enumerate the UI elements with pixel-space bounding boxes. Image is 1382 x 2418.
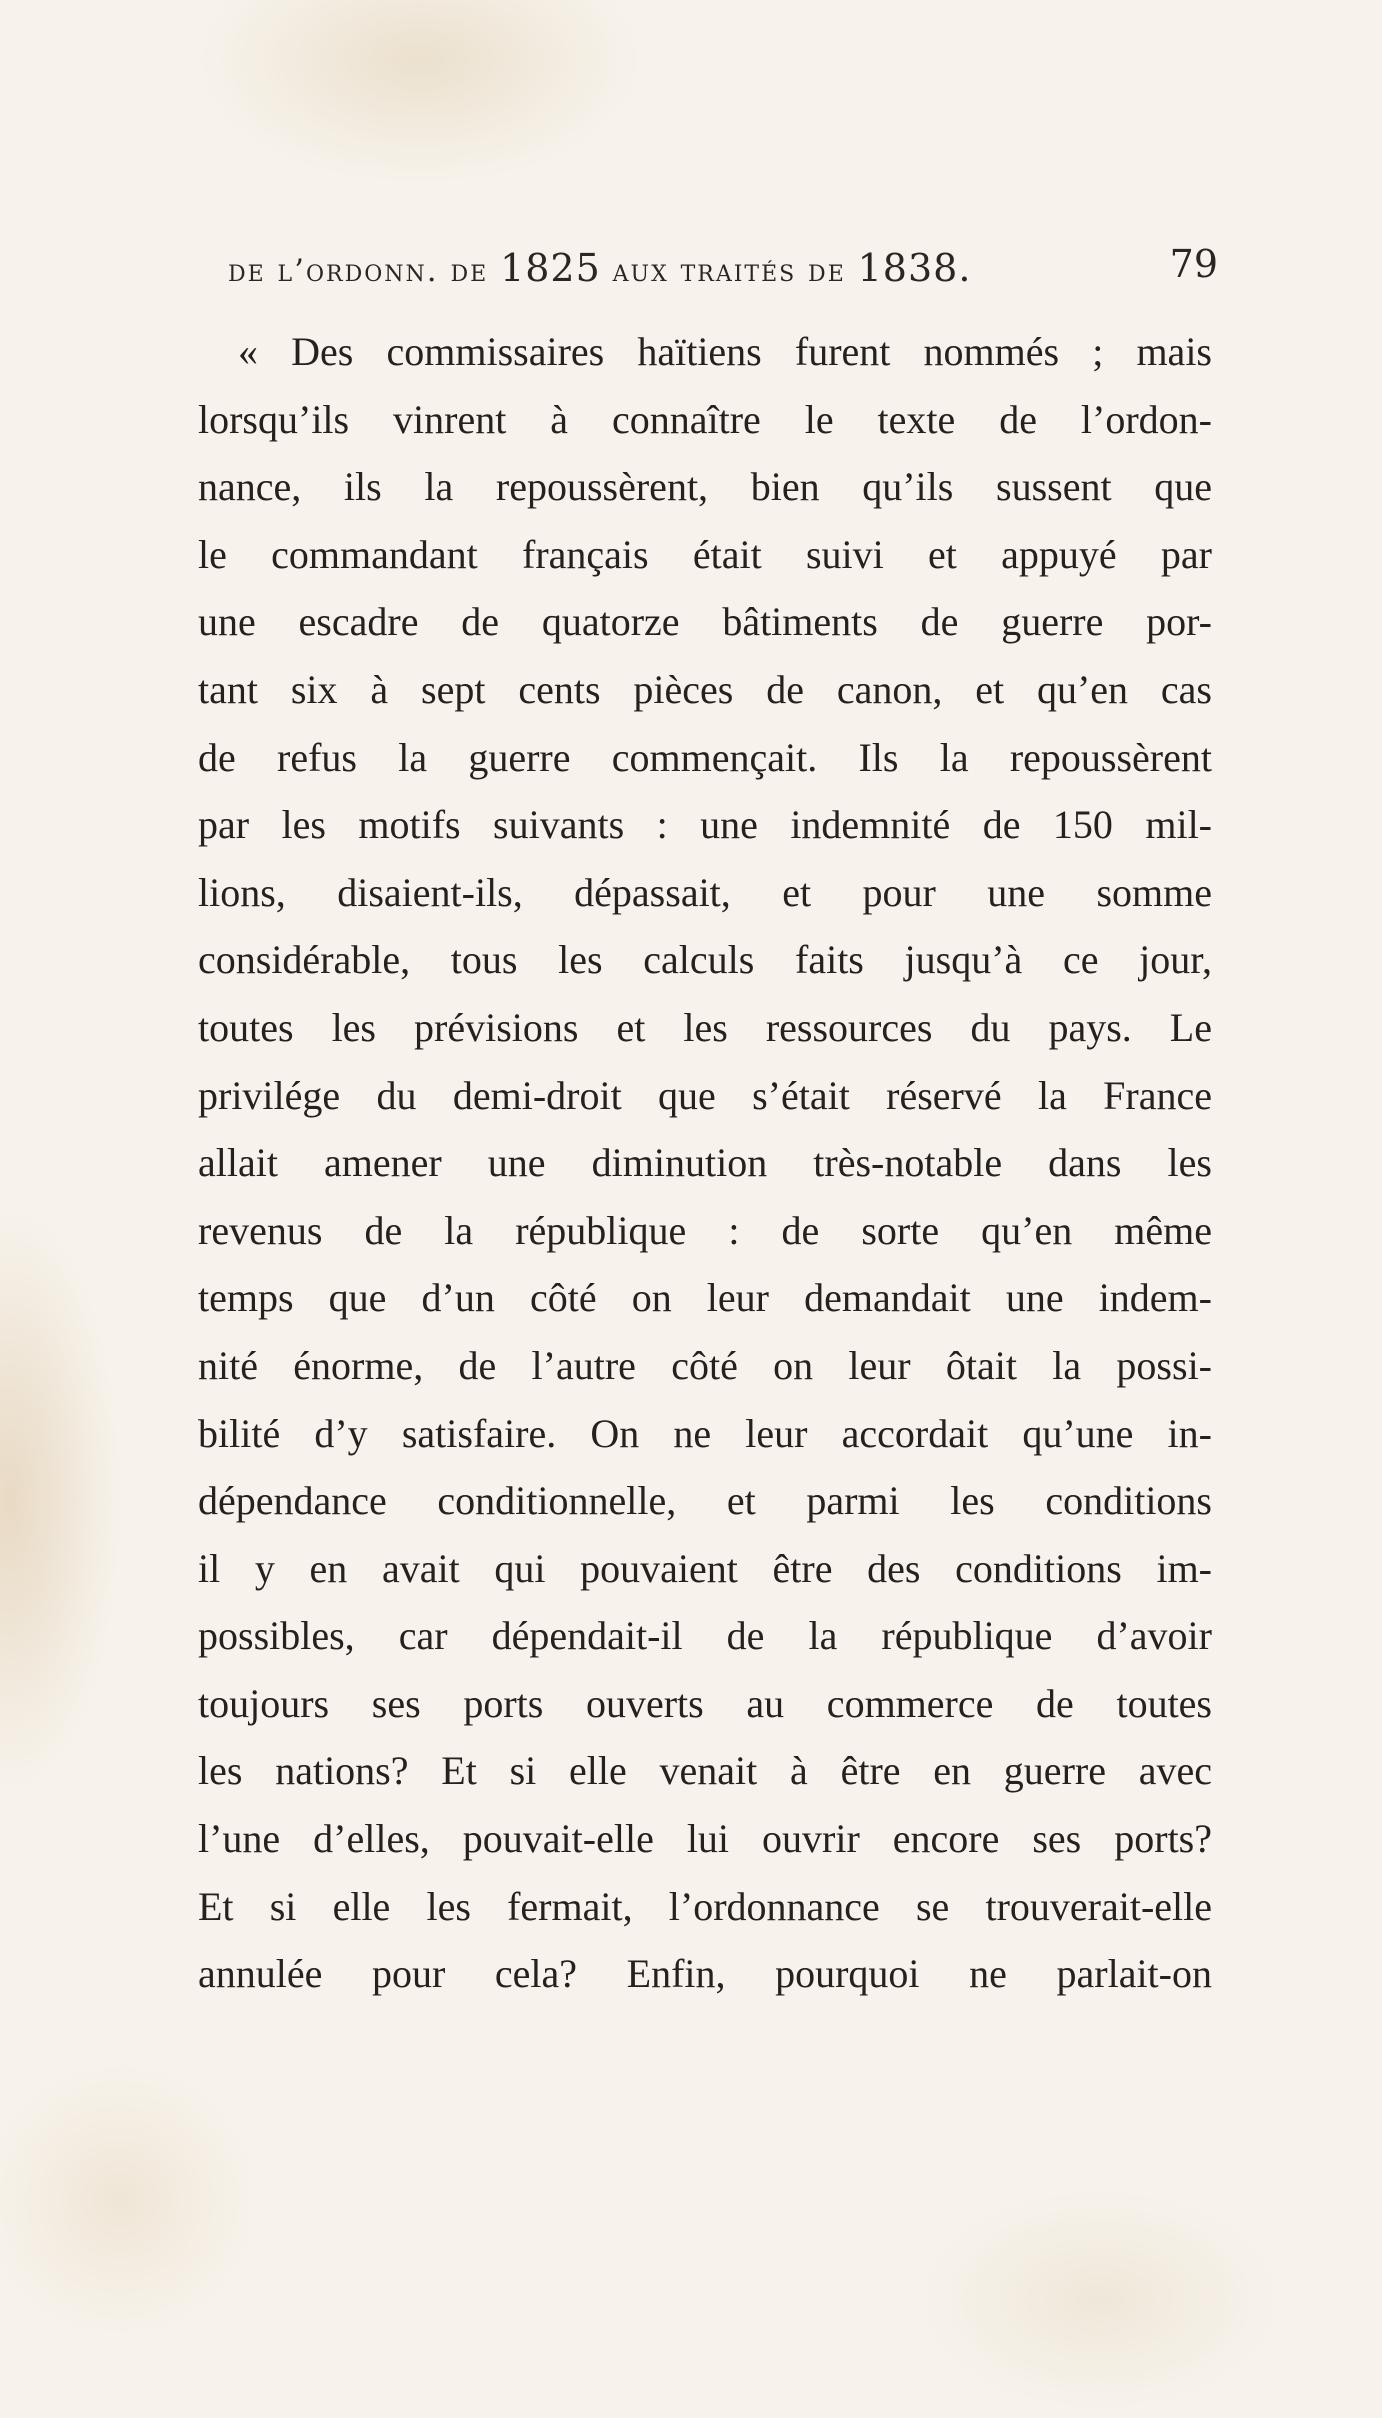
header-title-prefix: de l’ordonn. de: [228, 253, 489, 289]
text-line: il y en avait qui pouvaient être des conditions im-: [198, 1545, 1212, 1591]
text-line: nance, ils la repoussèrent, bien qu’ils sussent que: [198, 464, 1212, 510]
text-line: possibles, car dépendait-il de la république d’avoir: [198, 1613, 1212, 1659]
body-text: [198, 318, 1212, 2008]
text-line: considérable, tous les calculs faits jusqu’à ce jour,: [198, 937, 1212, 983]
text-line: allait amener une diminution très-notable dans les: [198, 1140, 1212, 1186]
running-header: [228, 242, 1218, 306]
text-line: lorsqu’ils vinrent à connaître le texte de l’ordon-: [198, 396, 1212, 442]
text-line: une escadre de quatorze bâtiments de guerre por-: [198, 599, 1212, 645]
text-line: privilége du demi-droit que s’était réservé la France: [198, 1072, 1212, 1118]
text-line: nité énorme, de l’autre côté on leur ôtait la possi-: [198, 1342, 1212, 1388]
text-line: par les motifs suivants : une indemnité de 150 mil-: [198, 802, 1212, 848]
header-year-start: 1825: [500, 246, 601, 290]
text-line: temps que d’un côté on leur demandait une indem-: [198, 1275, 1212, 1321]
header-title-middle: aux traités de: [612, 253, 846, 289]
text-line: annulée pour cela? Enfin, pourquoi ne parlait-on: [198, 1951, 1212, 1997]
text-line: tant six à sept cents pièces de canon, et qu’en cas: [198, 666, 1212, 712]
text-line: l’une d’elles, pouvait-elle lui ouvrir encore ses ports?: [198, 1816, 1212, 1862]
running-header-title: [228, 246, 971, 290]
text-line: Et si elle les fermait, l’ordonnance se trouverait-elle: [198, 1883, 1212, 1929]
text-line: lions, disaient-ils, dépassait, et pour une somme: [198, 869, 1212, 915]
text-line: de refus la guerre commençait. Ils la repoussèrent: [198, 734, 1212, 780]
page-number: 79: [1169, 242, 1218, 286]
text-line: les nations? Et si elle venait à être en guerre avec: [198, 1748, 1212, 1794]
text-line: toujours ses ports ouverts au commerce de toutes: [198, 1680, 1212, 1726]
text-line: « Des commissaires haïtiens furent nommés ; mais: [238, 329, 1212, 374]
text-line: bilité d’y satisfaire. On ne leur accordait qu’une in-: [198, 1410, 1212, 1456]
text-line: toutes les prévisions et les ressources du pays. Le: [198, 1004, 1212, 1050]
text-line: le commandant français était suivi et appuyé par: [198, 531, 1212, 577]
text-line: dépendance conditionnelle, et parmi les conditions: [198, 1478, 1212, 1524]
header-year-end: 1838.: [857, 246, 972, 290]
text-line: revenus de la république : de sorte qu’en même: [198, 1207, 1212, 1253]
